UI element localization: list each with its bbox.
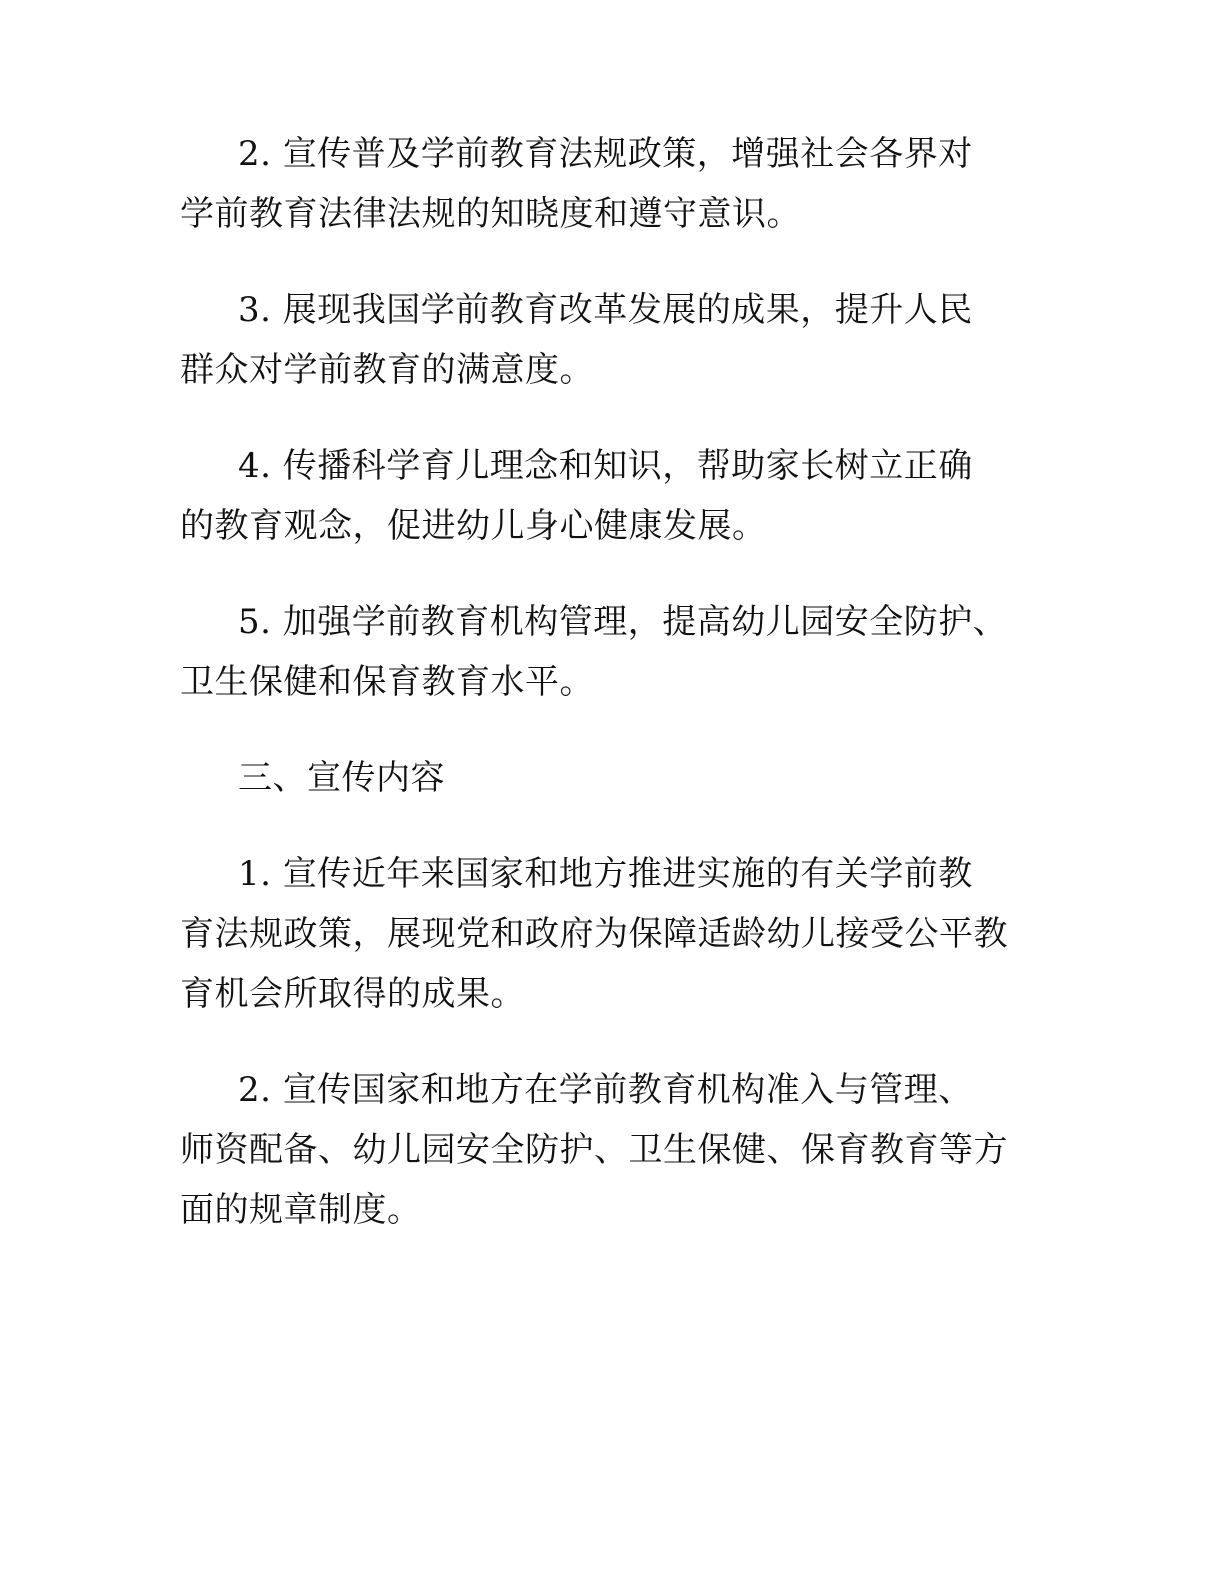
- paragraph-line: 2. 宣传国家和地方在学前教育机构准入与管理、: [238, 1070, 973, 1110]
- paragraph-line: 3. 展现我国学前教育改革发展的成果，提升人民: [238, 290, 973, 330]
- paragraph-line: 育法规政策，展现党和政府为保障适龄幼儿接受公平教: [180, 914, 1008, 954]
- paragraph-goal-4: [180, 436, 1080, 556]
- paragraph-line: 学前教育法律法规的知晓度和遵守意识。: [180, 194, 801, 234]
- paragraph-line: 卫生保健和保育教育水平。: [180, 662, 594, 702]
- paragraph-line: 4. 传播科学育儿理念和知识，帮助家长树立正确: [238, 446, 973, 486]
- paragraph-goal-2: [180, 124, 1080, 244]
- paragraph-line: 面的规章制度。: [180, 1190, 422, 1230]
- paragraph-content-2: [180, 1060, 1080, 1240]
- section-heading-text: 三、宣传内容: [238, 758, 445, 798]
- paragraph-line: 的教育观念，促进幼儿身心健康发展。: [180, 506, 767, 546]
- section-heading: [180, 748, 1080, 808]
- paragraph-line: 师资配备、幼儿园安全防护、卫生保健、保育教育等方: [180, 1130, 1008, 1170]
- paragraph-goal-3: [180, 280, 1080, 400]
- document-body: [180, 124, 1080, 1276]
- paragraph-line: 群众对学前教育的满意度。: [180, 350, 594, 390]
- paragraph-goal-5: [180, 592, 1080, 712]
- paragraph-line: 育机会所取得的成果。: [180, 974, 525, 1014]
- paragraph-content-1: [180, 844, 1080, 1024]
- paragraph-line: 5. 加强学前教育机构管理，提高幼儿园安全防护、: [238, 602, 1008, 642]
- paragraph-line: 2. 宣传普及学前教育法规政策，增强社会各界对: [238, 134, 973, 174]
- paragraph-line: 1. 宣传近年来国家和地方推进实施的有关学前教: [238, 854, 973, 894]
